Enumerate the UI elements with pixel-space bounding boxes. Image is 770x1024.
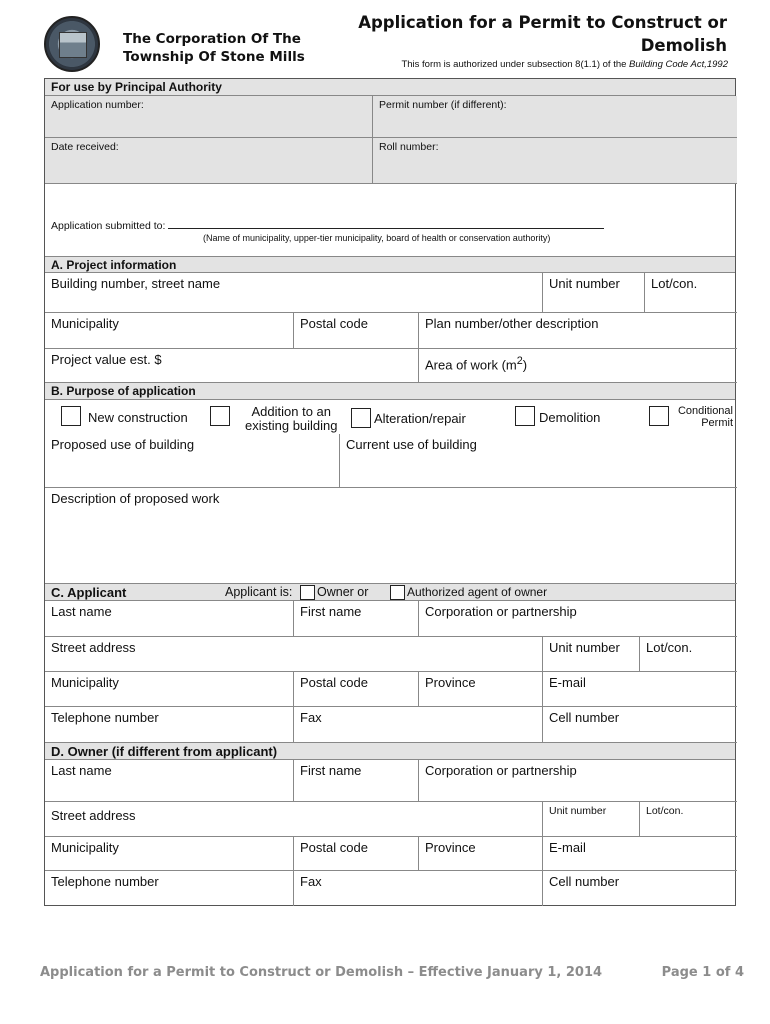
owner-first-name-label: First name bbox=[300, 763, 362, 778]
description-field[interactable] bbox=[45, 488, 737, 584]
purpose-options-row bbox=[45, 400, 735, 434]
authorized-agent-label: Authorized agent of owner bbox=[407, 585, 548, 599]
owner-unit-number-field[interactable] bbox=[543, 802, 640, 837]
applicant-fax-field[interactable] bbox=[294, 707, 543, 743]
project-lot-con-label: Lot/con. bbox=[651, 276, 698, 291]
authorization-text: This form is authorized under subsection 8(1.1) of the bbox=[401, 59, 627, 70]
owner-street-label: Street address bbox=[51, 808, 136, 823]
alteration-checkbox[interactable] bbox=[351, 408, 371, 428]
owner-province-label: Province bbox=[425, 840, 476, 855]
application-number-label: Application number: bbox=[51, 99, 144, 111]
new-construction-label: New construction bbox=[88, 410, 188, 425]
authorization-note bbox=[401, 59, 728, 70]
project-municipality-field[interactable] bbox=[45, 313, 294, 349]
owner-corporation-field[interactable] bbox=[419, 760, 737, 802]
date-received-field[interactable] bbox=[45, 138, 373, 184]
applicant-province-label: Province bbox=[425, 675, 476, 690]
project-municipality-label: Municipality bbox=[51, 316, 119, 331]
section-d-title: Owner (if different from applicant) bbox=[67, 744, 278, 759]
proposed-use-field[interactable] bbox=[45, 434, 340, 488]
applicant-first-name-label: First name bbox=[300, 604, 362, 619]
corporation-name bbox=[123, 30, 305, 66]
applicant-is-label: Applicant is: bbox=[225, 585, 293, 599]
applicant-postal-code-field[interactable] bbox=[294, 672, 419, 707]
owner-telephone-label: Telephone number bbox=[51, 874, 159, 889]
owner-lot-con-label: Lot/con. bbox=[646, 805, 684, 817]
section-c-title: Applicant bbox=[67, 585, 127, 600]
township-seal-logo bbox=[44, 16, 100, 72]
section-d-heading bbox=[45, 743, 735, 760]
section-d-letter: D. bbox=[51, 744, 64, 759]
owner-fax-field[interactable] bbox=[294, 871, 543, 906]
alteration-label: Alteration/repair bbox=[374, 411, 466, 426]
area-superscript: 2 bbox=[516, 355, 523, 367]
owner-municipality-field[interactable] bbox=[45, 837, 294, 871]
conditional-label-line-1: Conditional bbox=[677, 405, 733, 417]
project-lot-con-field[interactable] bbox=[645, 273, 737, 313]
permit-number-label: Permit number (if different): bbox=[379, 99, 507, 111]
applicant-municipality-label: Municipality bbox=[51, 675, 119, 690]
permit-number-field[interactable] bbox=[373, 96, 737, 138]
owner-first-name-field[interactable] bbox=[294, 760, 419, 802]
owner-cell-field[interactable] bbox=[543, 871, 737, 906]
applicant-telephone-label: Telephone number bbox=[51, 710, 159, 725]
applicant-last-name-field[interactable] bbox=[45, 601, 294, 637]
conditional-label-line-2: Permit bbox=[701, 417, 733, 429]
conditional-permit-label bbox=[678, 405, 733, 429]
submitted-to-label: Application submitted to: bbox=[51, 220, 166, 232]
project-unit-number-field[interactable] bbox=[543, 273, 645, 313]
owner-email-label: E-mail bbox=[549, 840, 586, 855]
current-use-label: Current use of building bbox=[346, 437, 477, 452]
addition-checkbox[interactable] bbox=[210, 406, 230, 426]
addition-label bbox=[245, 405, 338, 433]
owner-postal-code-field[interactable] bbox=[294, 837, 419, 871]
project-unit-number-label: Unit number bbox=[549, 276, 620, 291]
applicant-corporation-field[interactable] bbox=[419, 601, 737, 637]
owner-checkbox[interactable] bbox=[300, 585, 315, 600]
footer-title: Application for a Permit to Construct or Demolish – Effective January 1, 2014 bbox=[40, 965, 603, 980]
applicant-last-name-label: Last name bbox=[51, 604, 112, 619]
project-postal-code-field[interactable] bbox=[294, 313, 419, 349]
owner-unit-number-label: Unit number bbox=[549, 805, 607, 817]
title-line-2: Demolish bbox=[640, 36, 727, 55]
submitted-to-note: (Name of municipality, upper-tier municipality, board of health or conservation authority) bbox=[203, 233, 551, 243]
applicant-lot-con-field[interactable] bbox=[640, 637, 737, 672]
owner-corporation-label: Corporation or partnership bbox=[425, 763, 577, 778]
section-c-heading bbox=[45, 584, 735, 601]
owner-lot-con-field[interactable] bbox=[640, 802, 737, 837]
applicant-telephone-field[interactable] bbox=[45, 707, 294, 743]
roll-number-label: Roll number: bbox=[379, 141, 439, 153]
applicant-email-field[interactable] bbox=[543, 672, 737, 707]
owner-or-label: Owner or bbox=[317, 585, 369, 599]
area-of-work-label: Area of work (m bbox=[425, 357, 517, 373]
applicant-cell-label: Cell number bbox=[549, 710, 620, 725]
authorization-act: Building Code Act,1992 bbox=[629, 59, 728, 70]
submitted-to-line bbox=[168, 220, 604, 229]
permit-application-form bbox=[44, 78, 736, 906]
applicant-street-field[interactable] bbox=[45, 637, 543, 672]
section-a-heading: A. Project information bbox=[45, 256, 735, 273]
section-c-letter: C. bbox=[51, 585, 64, 600]
authorized-agent-checkbox[interactable] bbox=[390, 585, 405, 600]
conditional-permit-checkbox[interactable] bbox=[649, 406, 669, 426]
applicant-cell-field[interactable] bbox=[543, 707, 737, 743]
applicant-postal-code-label: Postal code bbox=[300, 675, 368, 690]
area-of-work-field[interactable] bbox=[419, 349, 737, 383]
corporation-line-2: Township Of Stone Mills bbox=[123, 49, 305, 65]
applicant-email-label: E-mail bbox=[549, 675, 586, 690]
project-value-label: Project value est. $ bbox=[51, 352, 162, 367]
owner-street-field[interactable] bbox=[45, 802, 543, 837]
owner-municipality-label: Municipality bbox=[51, 840, 119, 855]
applicant-lot-con-label: Lot/con. bbox=[646, 640, 693, 655]
section-b-heading: B. Purpose of application bbox=[45, 383, 735, 400]
demolition-checkbox[interactable] bbox=[515, 406, 535, 426]
document-title bbox=[327, 11, 727, 57]
owner-email-field[interactable] bbox=[543, 837, 737, 871]
date-received-label: Date received: bbox=[51, 141, 119, 153]
building-street-field[interactable] bbox=[45, 273, 543, 313]
applicant-first-name-field[interactable] bbox=[294, 601, 419, 637]
page-number: Page 1 of 4 bbox=[661, 965, 744, 980]
plan-number-field[interactable] bbox=[419, 313, 737, 349]
applicant-corporation-label: Corporation or partnership bbox=[425, 604, 577, 619]
owner-cell-label: Cell number bbox=[549, 874, 620, 889]
owner-province-field[interactable] bbox=[419, 837, 543, 871]
principal-authority-heading: For use by Principal Authority bbox=[45, 79, 735, 96]
application-number-field[interactable] bbox=[45, 96, 373, 138]
applicant-fax-label: Fax bbox=[300, 710, 322, 725]
owner-last-name-field[interactable] bbox=[45, 760, 294, 802]
corporation-line-1: The Corporation Of The bbox=[123, 31, 301, 47]
owner-last-name-label: Last name bbox=[51, 763, 112, 778]
description-label: Description of proposed work bbox=[51, 491, 220, 506]
applicant-street-label: Street address bbox=[51, 640, 136, 655]
title-line-1: Application for a Permit to Construct or bbox=[358, 13, 727, 32]
area-close-paren: ) bbox=[522, 357, 528, 373]
project-value-field[interactable] bbox=[45, 349, 419, 383]
current-use-field[interactable] bbox=[340, 434, 737, 488]
applicant-unit-number-label: Unit number bbox=[549, 640, 620, 655]
owner-postal-code-label: Postal code bbox=[300, 840, 368, 855]
proposed-use-label: Proposed use of building bbox=[51, 437, 195, 452]
plan-number-label: Plan number/other description bbox=[425, 316, 599, 331]
applicant-province-field[interactable] bbox=[419, 672, 543, 707]
owner-fax-label: Fax bbox=[300, 874, 322, 889]
project-postal-code-label: Postal code bbox=[300, 316, 368, 331]
addition-label-line-2: existing building bbox=[245, 418, 338, 433]
demolition-label: Demolition bbox=[539, 410, 601, 425]
applicant-municipality-field[interactable] bbox=[45, 672, 294, 707]
new-construction-checkbox[interactable] bbox=[61, 406, 81, 426]
applicant-unit-number-field[interactable] bbox=[543, 637, 640, 672]
submitted-to-field[interactable] bbox=[51, 220, 604, 232]
building-street-label: Building number, street name bbox=[51, 276, 221, 291]
addition-label-line-1: Addition to an bbox=[251, 404, 332, 419]
roll-number-field[interactable] bbox=[373, 138, 737, 184]
owner-telephone-field[interactable] bbox=[45, 871, 294, 906]
